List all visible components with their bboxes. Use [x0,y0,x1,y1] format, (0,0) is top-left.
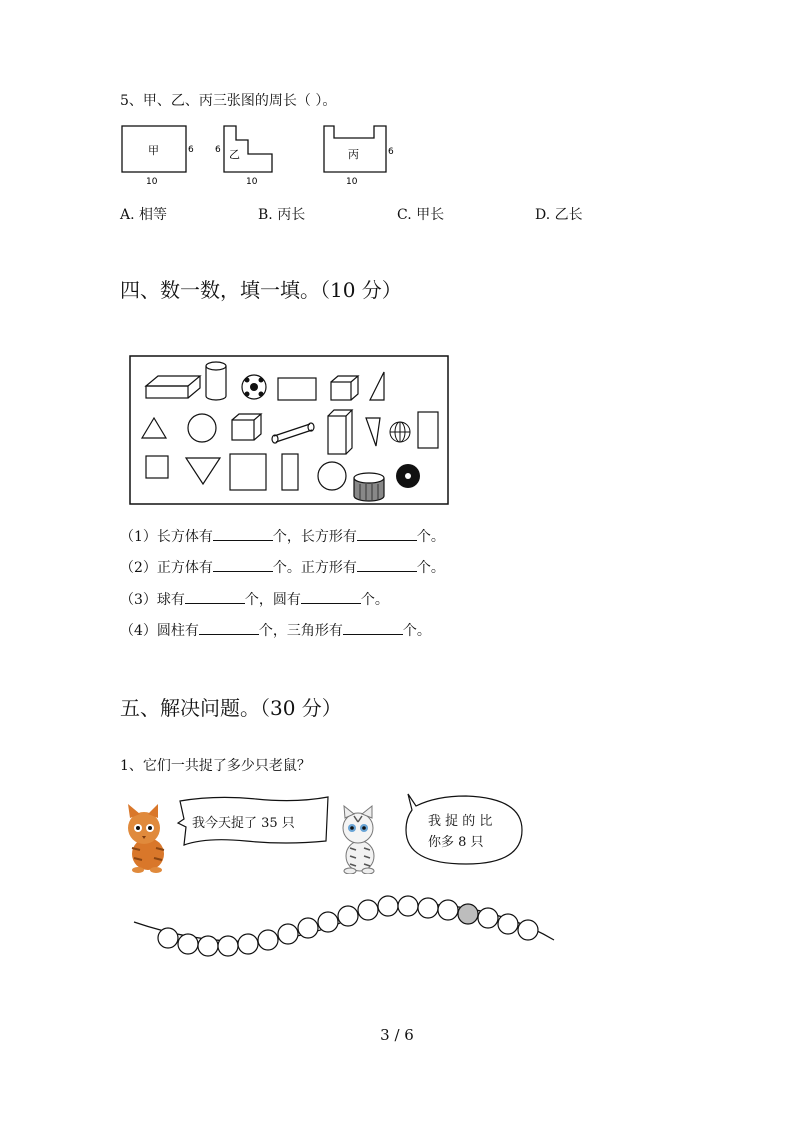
bead [158,928,178,948]
figure-bing [324,126,394,187]
beads-group [158,896,538,956]
count-item-4-label-a: （4）圆柱有 [120,623,199,639]
bead [438,900,458,920]
bead [238,934,258,954]
count-item-2-label-c: 个。 [416,560,445,576]
count-item-1-label-c: 个。 [416,529,445,545]
bead [278,924,298,944]
count-item-3-label-a: （3）球有 [120,592,185,608]
figure-jia-bottom: 10 [146,177,158,187]
figure-yi-bottom: 10 [246,177,258,187]
question-5-text: 5、甲、乙、丙三张图的周长（ ）。 [120,93,337,109]
section-4-title: 四、数一数，填一填。（10 分） [120,278,402,302]
speech-bubble-2 [396,790,528,870]
bead [258,930,278,950]
figure-bing-label: 丙 [348,148,359,161]
bead [518,920,538,940]
bead [418,898,438,918]
page-number: 3 / 6 [380,1026,414,1044]
orange-cat-image [118,804,178,874]
bead [178,934,198,954]
count-item-4 [120,620,431,640]
figure-yi-label: 乙 [229,148,240,161]
bubble-1-text: 我今天捉了 35 只 [192,816,295,831]
figure-bing-side: 6 [388,147,394,157]
perimeter-figures [112,118,412,190]
figure-yi [215,126,272,187]
count-item-1-label-b: 个，长方形有 [272,529,357,545]
cylinder-shape-3 [354,473,384,501]
bead [378,896,398,916]
count-item-3 [120,589,389,609]
gray-cat-image [332,804,388,874]
bubble-2-line-1: 我 捉 的 比 [428,814,493,829]
ring-shape [396,464,420,488]
triangle-count-blank[interactable] [343,620,403,635]
section-5-title: 五、解决问题。（30 分） [120,696,342,720]
cuboid-count-blank[interactable] [213,526,273,541]
bead [318,912,338,932]
cube-count-blank[interactable] [213,557,273,572]
count-item-1-label-a: （1）长方体有 [120,529,213,545]
count-item-3-label-c: 个。 [360,592,389,608]
bead [338,906,358,926]
figure-bing-bottom: 10 [346,177,358,187]
bead [498,914,518,934]
count-item-4-label-b: 个，三角形有 [258,623,343,639]
count-item-4-label-c: 个。 [402,623,431,639]
sphere-count-blank[interactable] [185,589,245,604]
bead [398,896,418,916]
count-item-2 [120,557,445,577]
bead [358,900,378,920]
figure-yi-side: 6 [215,145,221,155]
square-count-blank[interactable] [357,557,417,572]
figure-jia-label: 甲 [148,144,159,157]
bead [298,918,318,938]
bead [478,908,498,928]
bead [218,936,238,956]
soccer-ball-shape [242,375,266,399]
bead [458,904,478,924]
option-a[interactable]: A. 相等 [120,207,168,223]
count-item-2-label-b: 个。正方形有 [272,560,357,576]
bubble-2-line-2: 你多 8 只 [428,835,484,850]
cylinder-count-blank[interactable] [199,620,259,635]
count-item-3-label-b: 个，圆有 [244,592,301,608]
problem-1-text: 1、它们一共捉了多少只老鼠？ [120,758,311,774]
bead [198,936,218,956]
figure-jia [122,126,194,187]
rectangle-count-blank[interactable] [357,526,417,541]
figure-jia-side: 6 [188,145,194,155]
shapes-box [128,354,450,506]
count-item-2-label-a: （2）正方体有 [120,560,213,576]
count-item-1 [120,526,445,546]
circle-count-blank[interactable] [301,589,361,604]
bead-string [130,892,560,962]
option-d[interactable]: D. 乙长 [535,207,583,223]
globe-ball-shape [390,422,410,442]
option-c[interactable]: C. 甲长 [397,207,445,223]
option-b[interactable]: B. 丙长 [258,207,306,223]
